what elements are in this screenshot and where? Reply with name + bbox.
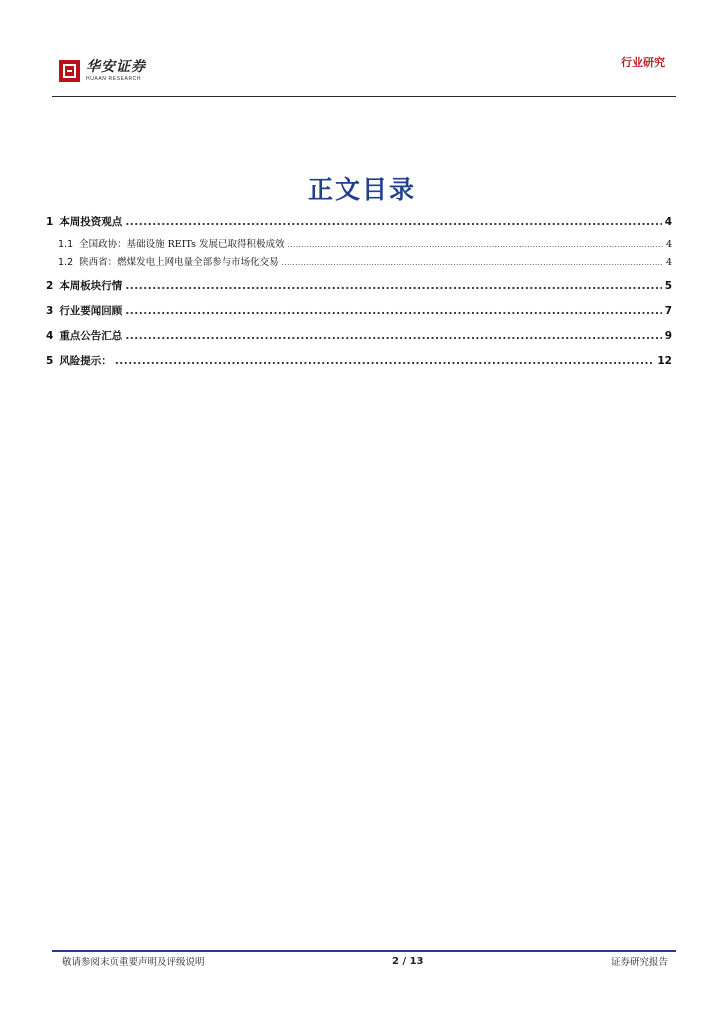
- toc-entry[interactable]: [46, 254, 672, 270]
- toc-number: 4: [46, 330, 54, 342]
- toc-page: 4: [665, 257, 672, 268]
- toc-text: 风险提示：: [59, 355, 112, 367]
- company-logo: [59, 58, 146, 84]
- toc-number: 3: [46, 305, 54, 317]
- toc-page: 4: [664, 216, 672, 228]
- toc-number: 1.2: [58, 257, 74, 268]
- toc-leader: [115, 355, 655, 367]
- toc-text: 陕西省：燃煤发电上网电量全部参与市场化交易: [79, 257, 279, 268]
- toc-leader: [125, 305, 661, 317]
- toc-text: 全国政协：基础设施 REITs 发展已取得积极成效: [79, 239, 285, 250]
- toc-entry[interactable]: [46, 278, 672, 294]
- toc-page: 4: [665, 239, 672, 250]
- toc-leader: [125, 280, 661, 292]
- toc-leader: [125, 330, 661, 342]
- header-divider: [52, 96, 676, 97]
- toc-page: 9: [664, 330, 672, 342]
- page-number: 2 / 13: [392, 955, 424, 967]
- toc-number: 1: [46, 216, 54, 228]
- toc-entry[interactable]: [46, 353, 672, 369]
- page-title: 正文目录: [307, 175, 416, 204]
- logo-text-cn: 华安证券: [86, 59, 146, 75]
- toc-number: 1.1: [58, 239, 74, 250]
- report-type: 证券研究报告: [610, 957, 668, 968]
- toc-entry[interactable]: [46, 328, 672, 344]
- toc-page: 7: [664, 305, 672, 317]
- disclaimer-note: 敬请参阅末页重要声明及评级说明: [62, 957, 205, 968]
- toc-leader: [288, 239, 663, 250]
- toc-entry[interactable]: [46, 236, 672, 252]
- page-footer: [62, 954, 668, 968]
- toc-page: 12: [657, 355, 672, 367]
- logo-text-en: HUAAN RESEARCH: [86, 76, 142, 82]
- toc-text: 本周投资观点: [59, 216, 123, 228]
- toc-text: 行业要闻回顾: [59, 305, 123, 317]
- toc-number: 2: [46, 280, 54, 292]
- seal-icon: [59, 60, 80, 82]
- report-category: 行业研究: [621, 56, 665, 69]
- toc-number: 5: [46, 355, 54, 367]
- toc-leader: [282, 257, 663, 268]
- table-of-contents: [46, 214, 672, 369]
- toc-entry[interactable]: [46, 214, 672, 230]
- toc-text: 重点公告汇总: [59, 330, 123, 342]
- footer-divider: [52, 950, 676, 952]
- toc-leader: [125, 216, 661, 228]
- toc-entry[interactable]: [46, 303, 672, 319]
- toc-text: 本周板块行情: [59, 280, 123, 292]
- toc-page: 5: [664, 280, 672, 292]
